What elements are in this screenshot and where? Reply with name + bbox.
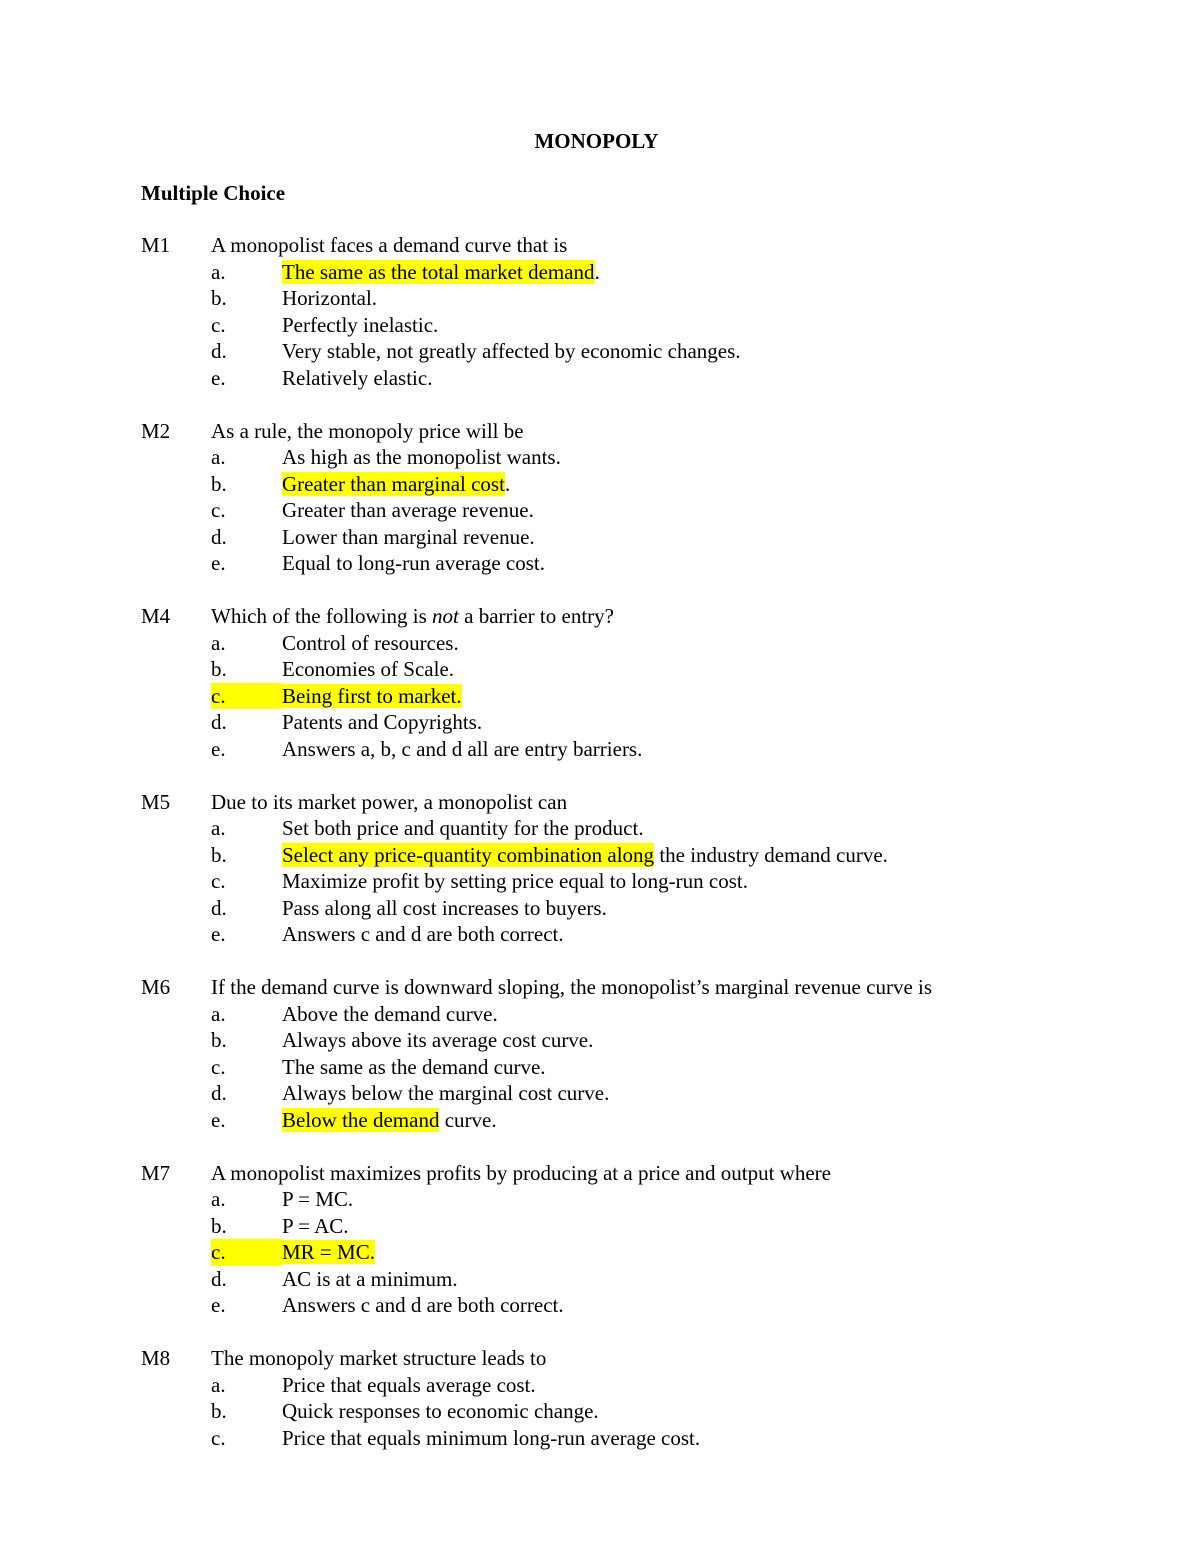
option-text-part: Above the demand curve. [282,1001,498,1026]
answer-option [0,1027,1200,1054]
option-text [282,444,561,471]
answer-option [0,683,1200,710]
section-heading: Multiple Choice [141,181,286,205]
option-label: d. [211,1266,227,1291]
option-label: c. [211,312,226,337]
option-label: d. [211,524,227,549]
option-label: e. [211,1293,226,1317]
question-stem-line [0,1160,1200,1187]
question-stem-line [0,1345,1200,1372]
option-label: a. [211,816,226,840]
option-text-part: AC is at a minimum. [282,1266,458,1291]
highlighted-answer: The same as the total market demand [282,259,595,284]
highlighted-answer: MR = MC. [282,1240,375,1264]
answer-option [0,312,1200,339]
answer-option [0,1239,1200,1266]
option-text-part: Answers a, b, c and d all are entry barriers. [282,736,643,761]
option-text [282,338,741,365]
option-text-part: Answers c and d are both correct. [282,1293,564,1317]
option-text [282,656,454,683]
option-text-part: Equal to long-run average cost. [282,551,545,575]
answer-option [0,285,1200,312]
option-text-part: Relatively elastic. [282,365,433,390]
option-label: c. [211,1054,226,1079]
option-text [282,921,564,948]
question-stem-line [0,232,1200,259]
question-number: M5 [141,789,171,814]
answer-option [0,630,1200,657]
option-label: e. [211,365,226,390]
option-text [282,868,748,895]
option-label: a. [211,1187,226,1211]
option-text-part: Price that equals minimum long-run average cost. [282,1425,701,1450]
option-label: b. [211,657,227,681]
option-text-part: Horizontal. [282,286,378,310]
option-label: b. [211,471,227,496]
question-stem [211,1160,831,1187]
option-text-part: . [594,259,600,284]
question-list [0,232,1200,1478]
option-label: b. [211,1213,227,1238]
question-stem-emphasis: not [432,604,459,628]
answer-option [0,895,1200,922]
option-text-part: curve. [439,1107,497,1132]
option-text-part: Very stable, not greatly affected by economic changes. [282,339,741,363]
question-stem-line [0,418,1200,445]
answer-option [0,1080,1200,1107]
answer-option [0,444,1200,471]
question-stem-text: Which of the following is [211,604,433,628]
option-text-part: P = MC. [282,1187,354,1211]
answer-option [0,471,1200,498]
question-stem-line [0,789,1200,816]
question-stem-text: A monopolist maximizes profits by producing at a price and output where [211,1160,831,1185]
answer-option [0,1398,1200,1425]
option-text [282,1054,546,1081]
option-label: c. [211,1425,226,1450]
question-number: M6 [141,975,171,999]
question-m1 [0,232,1200,391]
option-text-part: P = AC. [282,1213,349,1238]
option-label: b. [211,1028,227,1052]
question-number: M1 [141,233,171,257]
answer-option [0,736,1200,763]
question-stem-text: Due to its market power, a monopolist can [211,789,568,814]
option-text [282,709,482,736]
highlighted-answer: Below the demand [282,1107,440,1132]
option-label: e. [211,736,226,761]
option-text-part: Perfectly inelastic. [282,312,439,337]
option-label: a. [211,1001,226,1026]
option-text [282,1292,564,1319]
question-stem-line [0,974,1200,1001]
answer-option [0,709,1200,736]
option-text [282,312,438,339]
question-stem-text: As a rule, the monopoly price will be [211,418,524,443]
option-label: b. [211,286,227,310]
answer-option [0,842,1200,869]
answer-option [0,1107,1200,1134]
option-label: c. [211,683,282,710]
option-text-part: the industry demand curve. [654,842,888,867]
option-text [282,1080,609,1107]
option-text [282,1001,498,1028]
answer-option [0,524,1200,551]
option-text-part: Always above its average cost curve. [282,1028,594,1052]
option-text [282,365,432,392]
option-text [282,842,888,869]
option-label: e. [211,922,226,946]
question-m6 [0,974,1200,1133]
option-text [282,630,459,657]
question-m7 [0,1160,1200,1319]
answer-option [0,1425,1200,1452]
answer-option [0,1372,1200,1399]
option-label: a. [211,1372,226,1397]
option-text [282,1027,593,1054]
option-text [282,285,377,312]
question-stem-text: A monopolist faces a demand curve that is [211,233,568,257]
answer-option [0,365,1200,392]
option-label: b. [211,842,227,867]
option-text-part: . [504,471,511,496]
question-stem-text: The monopoly market structure leads to [211,1346,547,1370]
option-text [282,736,642,763]
answer-option [0,497,1200,524]
question-stem-text: a barrier to entry? [458,604,614,628]
option-text-part: Answers c and d are both correct. [282,922,564,946]
option-text-part: Always below the marginal cost curve. [282,1081,610,1105]
option-text [282,1266,458,1293]
question-stem [211,603,614,630]
answer-option [0,1001,1200,1028]
option-text [282,815,644,842]
question-m4 [0,603,1200,762]
option-text-part: Patents and Copyrights. [282,710,483,734]
question-m8 [0,1345,1200,1451]
option-text [282,1107,497,1134]
option-text [282,1239,375,1266]
question-stem [211,974,932,1001]
page-title: MONOPOLY [534,129,659,153]
option-text [282,259,600,286]
option-text [282,895,607,922]
answer-option [0,338,1200,365]
answer-option [0,1213,1200,1240]
option-label: a. [211,445,226,469]
option-text [282,1398,599,1425]
question-stem-text: If the demand curve is downward sloping, the monopolist’s marginal revenue curve is [211,975,933,999]
question-m5 [0,789,1200,948]
option-text [282,1186,353,1213]
option-text-part: Quick responses to economic change. [282,1399,599,1423]
answer-option [0,1054,1200,1081]
answer-option [0,921,1200,948]
question-stem [211,418,524,445]
option-text [282,1372,536,1399]
option-label: c. [211,869,226,893]
option-text-part: The same as the demand curve. [282,1054,546,1079]
option-label: e. [211,1107,226,1132]
option-text [282,471,510,498]
option-label: a. [211,259,226,284]
question-number: M8 [141,1346,171,1370]
option-label: d. [211,339,227,363]
option-text-part: Control of resources. [282,630,459,655]
answer-option [0,259,1200,286]
answer-option [0,1186,1200,1213]
option-label: c. [211,1239,282,1266]
option-text-part: Lower than marginal revenue. [282,524,535,549]
option-label: b. [211,1399,227,1423]
option-text-part: Price that equals average cost. [282,1372,536,1397]
option-text [282,683,462,710]
question-stem [211,232,567,259]
answer-option [0,550,1200,577]
option-text-part: Maximize profit by setting price equal to long-run cost. [282,869,748,893]
answer-option [0,656,1200,683]
option-label: d. [211,710,227,734]
question-stem-line [0,603,1200,630]
option-text [282,1425,700,1452]
answer-option [0,1266,1200,1293]
highlighted-answer: Greater than marginal cost [282,471,505,496]
option-label: e. [211,551,226,575]
question-number: M4 [141,604,171,628]
highlighted-answer: Select any price-quantity combination along [282,842,655,867]
question-stem [211,789,567,816]
option-text [282,1213,349,1240]
option-label: c. [211,498,226,522]
answer-option [0,868,1200,895]
option-text [282,524,535,551]
option-text-part: Greater than average revenue. [282,498,534,522]
option-text-part: As high as the monopolist wants. [282,445,561,469]
question-m2 [0,418,1200,577]
option-text-part: Pass along all cost increases to buyers. [282,895,607,920]
option-label: d. [211,1081,227,1105]
option-text-part: Economies of Scale. [282,657,455,681]
option-text [282,497,534,524]
question-stem [211,1345,546,1372]
option-text-part: Set both price and quantity for the product. [282,816,644,840]
question-number: M7 [141,1160,171,1185]
highlighted-answer: Being first to market. [282,683,462,708]
question-number: M2 [141,418,171,443]
option-label: d. [211,895,227,920]
option-label: a. [211,630,226,655]
answer-option [0,1292,1200,1319]
option-text [282,550,545,577]
answer-option [0,815,1200,842]
